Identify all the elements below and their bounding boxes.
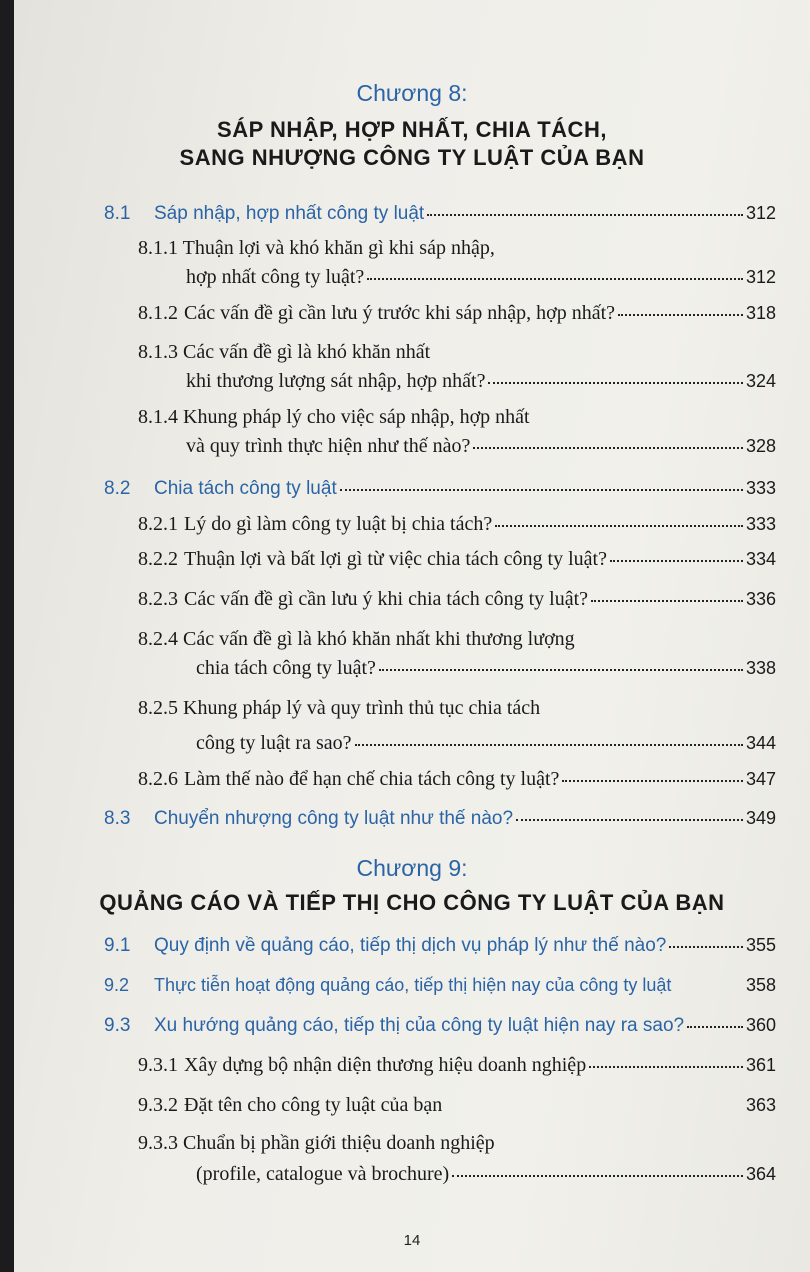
dot-leader <box>687 1025 743 1028</box>
dot-leader <box>488 381 742 384</box>
dot-leader <box>669 945 743 948</box>
toc-title: Sáp nhập, hợp nhất công ty luật <box>154 203 425 224</box>
toc-entry-8-2-4-cont <box>196 657 776 680</box>
toc-page: 349 <box>745 808 776 828</box>
toc-number: 8.2.5 <box>138 697 178 719</box>
toc-entry-8-2-4 <box>138 628 575 651</box>
toc-title: Các vấn đề gì là khó khăn nhất <box>183 341 431 363</box>
toc-entry-8-1-3-cont <box>186 370 776 393</box>
toc-title: Quy định về quảng cáo, tiếp thị dịch vụ pháp lý như thế nào? <box>154 935 667 956</box>
dot-leader <box>591 599 743 602</box>
toc-number: 9.3.3 <box>138 1132 178 1154</box>
toc-page: 347 <box>745 769 776 789</box>
dot-leader <box>589 1065 743 1068</box>
toc-entry-8-2 <box>104 478 776 500</box>
toc-page: 338 <box>745 658 776 678</box>
chapter-9-label: Chương 9: <box>356 855 468 881</box>
toc-entry-9-3-3 <box>138 1132 495 1155</box>
toc-title-cont: khi thương lượng sát nhập, hợp nhất? <box>186 370 486 392</box>
dot-leader <box>473 446 743 449</box>
toc-page: 333 <box>745 478 776 498</box>
dot-leader <box>618 313 743 316</box>
toc-title-cont: và quy trình thực hiện như thế nào? <box>186 435 471 457</box>
toc-entry-9-3-2 <box>138 1094 776 1117</box>
toc-number: 9.1 <box>104 935 131 956</box>
toc-page: 360 <box>745 1015 776 1035</box>
toc-entry-8-2-5 <box>138 697 540 720</box>
toc-page: 363 <box>745 1095 776 1115</box>
toc-number: 9.3.1 <box>138 1054 178 1076</box>
toc-title-cont: hợp nhất công ty luật? <box>186 266 365 288</box>
toc-number: 8.2.4 <box>138 628 178 650</box>
toc-title: Xu hướng quảng cáo, tiếp thị của công ty luật hiện nay ra sao? <box>154 1015 685 1036</box>
toc-title: Lý do gì làm công ty luật bị chia tách? <box>184 513 493 535</box>
dot-leader <box>379 668 743 671</box>
dot-leader <box>516 818 743 821</box>
toc-number: 9.3 <box>104 1015 131 1036</box>
toc-entry-9-1 <box>104 935 776 957</box>
dot-leader <box>445 1107 743 1108</box>
toc-entry-8-1-1 <box>138 237 495 260</box>
toc-entry-9-3-1 <box>138 1054 776 1077</box>
toc-title: Thuận lợi và bất lợi gì từ việc chia tách công ty luật? <box>184 548 607 570</box>
toc-page: 355 <box>745 935 776 955</box>
toc-entry-8-1-2 <box>138 302 776 325</box>
toc-number: 8.1 <box>104 203 131 224</box>
toc-page: 364 <box>745 1164 776 1184</box>
toc-page: 312 <box>745 267 776 287</box>
chapter-9-title: QUẢNG CÁO VÀ TIẾP THỊ CHO CÔNG TY LUẬT CỦA BẠN <box>99 890 725 915</box>
toc-number: 8.2.6 <box>138 768 178 790</box>
dot-leader <box>427 213 743 216</box>
toc-title: Chia tách công ty luật <box>154 478 337 499</box>
dot-leader <box>671 987 746 988</box>
toc-page: 344 <box>745 733 776 753</box>
toc-number: 8.1.2 <box>138 302 178 324</box>
toc-entry-8-2-1 <box>138 513 776 536</box>
toc-page: 336 <box>745 589 776 609</box>
dot-leader <box>495 524 743 527</box>
page-number: 14 <box>403 1232 421 1249</box>
toc-page: 318 <box>745 303 776 323</box>
dot-leader <box>562 779 743 782</box>
toc-page: 333 <box>745 514 776 534</box>
toc-title: Làm thế nào để hạn chế chia tách công ty luật? <box>184 768 560 790</box>
toc-title: Các vấn đề gì là khó khăn nhất khi thương lượng <box>183 628 575 650</box>
toc-number: 8.1.3 <box>138 341 178 363</box>
toc-entry-8-1-4-cont <box>186 435 776 458</box>
toc-entry-8-3 <box>104 808 776 830</box>
toc-title-cont: công ty luật ra sao? <box>196 732 352 754</box>
toc-page: 361 <box>745 1055 776 1075</box>
toc-entry-9-2 <box>104 975 776 996</box>
dot-leader <box>610 559 743 562</box>
toc-number: 9.3.2 <box>138 1094 178 1116</box>
toc-page: 334 <box>745 549 776 569</box>
toc-number: 8.1.1 <box>138 237 178 259</box>
toc-entry-8-2-5-cont <box>196 732 776 755</box>
toc-entry-8-1-3 <box>138 341 430 364</box>
toc-title: Chuyển nhượng công ty luật như thế nào? <box>154 808 514 829</box>
chapter-8-title-line2: SANG NHƯỢNG CÔNG TY LUẬT CỦA BẠN <box>179 145 645 170</box>
toc-title: Xây dựng bộ nhận diện thương hiệu doanh nghiệp <box>184 1054 587 1076</box>
toc-page: 328 <box>745 436 776 456</box>
toc-page: 312 <box>745 203 776 223</box>
toc-entry-8-1 <box>104 203 776 225</box>
toc-entry-8-2-2 <box>138 548 776 571</box>
chapter-8-label: Chương 8: <box>356 80 468 106</box>
toc-title: Khung pháp lý cho việc sáp nhập, hợp nhất <box>183 406 530 428</box>
toc-page: 324 <box>745 371 776 391</box>
dot-leader <box>452 1174 743 1177</box>
toc-entry-8-2-6 <box>138 768 776 791</box>
toc-number: 8.2.3 <box>138 588 178 610</box>
toc-title: Chuẩn bị phần giới thiệu doanh nghiệp <box>183 1132 495 1154</box>
toc-entry-8-2-3 <box>138 588 776 611</box>
toc-number: 8.3 <box>104 808 131 829</box>
toc-title: Đặt tên cho công ty luật của bạn <box>184 1094 443 1116</box>
book-page <box>14 0 810 1272</box>
chapter-8-title-line1: SÁP NHẬP, HỢP NHẤT, CHIA TÁCH, <box>217 117 607 142</box>
toc-entry-9-3 <box>104 1015 776 1037</box>
dot-leader <box>355 743 743 746</box>
toc-entry-8-1-1-cont <box>186 266 776 289</box>
toc-title: Các vấn đề gì cần lưu ý trước khi sáp nhập, hợp nhất? <box>184 302 616 324</box>
toc-entry-8-1-4 <box>138 406 530 429</box>
toc-title: Thuận lợi và khó khăn gì khi sáp nhập, <box>182 237 495 259</box>
dot-leader <box>367 277 743 280</box>
toc-number: 8.1.4 <box>138 406 178 428</box>
toc-title: Các vấn đề gì cần lưu ý khi chia tách công ty luật? <box>184 588 589 610</box>
toc-number: 9.2 <box>104 975 130 995</box>
toc-entry-9-3-3-cont <box>196 1163 776 1186</box>
dot-leader <box>340 488 743 491</box>
toc-title-cont: (profile, catalogue và brochure) <box>196 1163 450 1185</box>
toc-number: 8.2.1 <box>138 513 178 535</box>
toc-title: Khung pháp lý và quy trình thủ tục chia tách <box>183 697 541 719</box>
toc-number: 8.2 <box>104 478 131 499</box>
toc-title: Thực tiễn hoạt động quảng cáo, tiếp thị hiện nay của công ty luật <box>154 975 672 995</box>
toc-title-cont: chia tách công ty luật? <box>196 657 376 679</box>
toc-number: 8.2.2 <box>138 548 178 570</box>
toc-page: 358 <box>745 975 776 995</box>
